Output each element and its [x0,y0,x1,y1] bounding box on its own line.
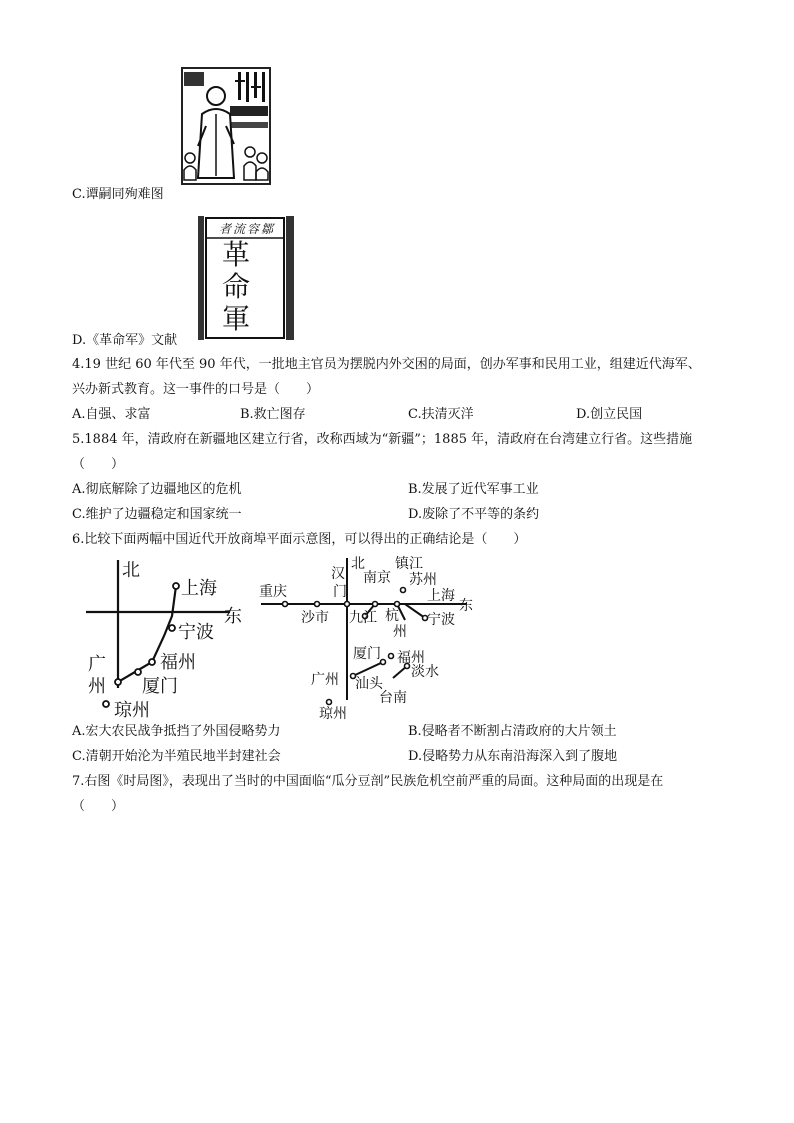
left-map-east: 东 [224,606,242,627]
right-map-city-fuzhou: 福州 [397,650,425,666]
q5-option-d: D.废除了不平等的条约 [408,507,540,522]
q7-line-1: 7.右图《时局图》，表现出了当时的中国面临“瓜分豆剖”民族危机空前严重的局面。这种局面的出现是在 [72,774,664,789]
right-map-north: 北 [351,556,365,572]
right-map-city-danshui: 淡水 [411,664,439,680]
right-map-city-shantou: 汕头 [355,676,383,692]
right-map-city-ningbo: 宁波 [427,612,455,628]
right-map-city-hankou-1: 汉 [331,566,345,582]
right-map-city-hangzhou-2: 州 [393,624,407,640]
tan-sitong-illustration [180,66,272,186]
left-port-map [80,556,250,720]
q6-option-a: A.宏大农民战争抵挡了外国侵略势力 [72,724,281,739]
left-map-city-xiamen: 厦门 [142,676,178,697]
right-map-city-suzhou: 苏州 [409,572,437,588]
q5-option-b: B.发展了近代军事工业 [408,482,539,497]
document-title-char-1: 革 [222,238,251,271]
q5-line-1: 5.1884 年，清政府在新疆地区建立行省，改称西域为“新疆”；1885 年，清政府在台湾建立行省。这些措施 [72,432,693,447]
q4-line-2: 兴办新式教育。这一事件的口号是（ ） [72,382,320,397]
right-map-city-shanghai: 上海 [427,588,455,604]
right-map-city-nanjing: 南京 [363,570,391,586]
right-map-city-chongqing: 重庆 [259,584,287,600]
q5-option-c: C.维护了边疆稳定和国家统一 [72,507,242,522]
right-map-city-guangzhou: 广州 [311,672,339,688]
q5-option-a: A.彻底解除了边疆地区的危机 [72,482,242,497]
q7-line-2: （ ） [72,799,125,814]
left-map-city-guangzhou-2: 州 [88,676,106,697]
left-map-city-ningbo: 宁波 [178,622,214,643]
right-map-city-hankou-2: 门 [333,584,347,600]
left-map-north: 北 [122,560,140,581]
q4-option-c: C.扶清灭洋 [408,407,474,422]
right-map-city-shashi: 沙市 [301,610,329,626]
q4-option-d: D.创立民国 [576,407,643,422]
q6-option-b: B.侵略者不断割占清政府的大片领土 [408,724,617,739]
q6-option-c: C.清朝开始沦为半殖民地半封建社会 [72,749,281,764]
left-map-city-fuzhou: 福州 [160,652,196,673]
right-map-city-qiongzhou: 琼州 [319,706,347,722]
left-map-city-guangzhou-1: 广 [88,654,106,675]
q4-option-a: A.自强、求富 [72,407,151,422]
right-map-city-zhenjiang: 镇江 [395,556,423,572]
right-map-city-hangzhou-1: 杭 [385,608,399,624]
left-map-city-shanghai: 上海 [181,578,217,599]
right-map-city-xiamen: 厦门 [353,646,381,662]
q4-line-1: 4.19 世纪 60 年代至 90 年代，一批地主官员为摆脱内外交困的局面，创办军事和民用工业，组建近代海军、 [72,357,701,372]
document-title-char-2: 命 [222,270,251,303]
figure-c-caption: C.谭嗣同殉难图 [72,187,164,202]
right-map-city-tainan: 台南 [379,690,407,706]
q6-line-1: 6.比较下面两幅中国近代开放商埠平面示意图，可以得出的正确结论是（ ） [72,532,527,547]
figure-d-caption: D.《革命军》文献 [72,333,178,348]
right-map-city-jiujiang: 九江 [349,610,377,626]
right-port-map [255,552,480,722]
q6-option-d: D.侵略势力从东南沿海深入到了腹地 [408,749,618,764]
document-title-char-3: 軍 [222,302,251,335]
left-map-city-qiongzhou: 琼州 [114,700,150,720]
document-header: 者流容鄒 [218,222,275,236]
q5-line-2: （ ） [72,457,125,472]
q4-option-b: B.救亡图存 [240,407,306,422]
right-map-east: 东 [459,598,473,614]
